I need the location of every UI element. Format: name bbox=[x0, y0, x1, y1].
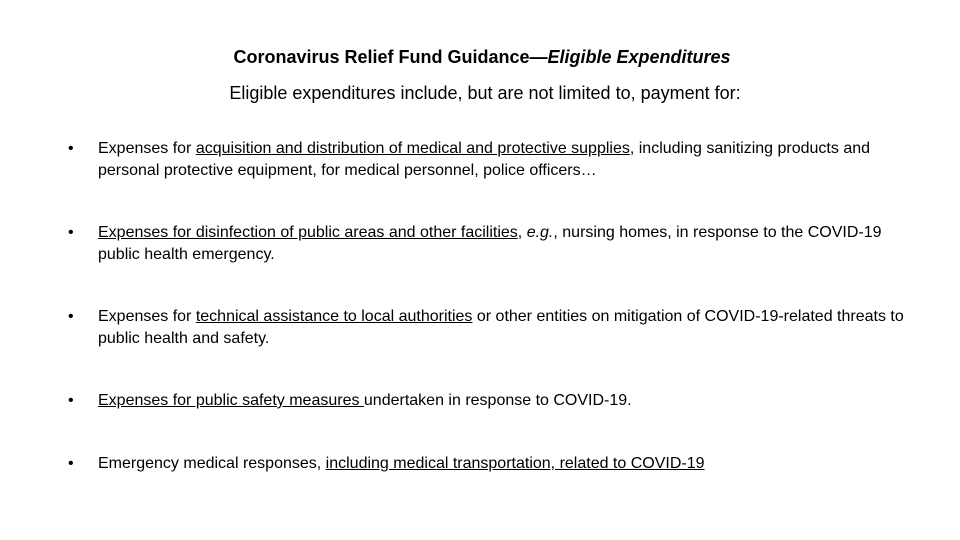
bullet-text-italic: e.g. bbox=[526, 224, 554, 241]
bullet-dot: • bbox=[68, 140, 74, 157]
bullet-item bbox=[68, 453, 918, 475]
title-italic: Eligible Expenditures bbox=[547, 47, 731, 67]
bullet-dot: • bbox=[68, 224, 74, 241]
bullet-text-mid: , bbox=[517, 224, 527, 241]
bullet-text-post: , nursing homes, in response to the COVID-19 public health emergency. bbox=[98, 224, 882, 263]
bullet-item bbox=[68, 222, 918, 266]
slide-subtitle: Eligible expenditures include, but are not limited to, payment for: bbox=[229, 83, 741, 103]
bullet-text-pre: Expenses for bbox=[98, 308, 196, 325]
bullet-text-underlined: technical assistance to local authorities bbox=[195, 308, 473, 325]
title-dash: — bbox=[529, 47, 548, 67]
bullet-text-post: , including sanitizing products and personal protective equipment, for medical personnel, police officers… bbox=[98, 140, 871, 179]
bullet-text-post: or other entities on mitigation of COVID-19-related threats to public health and safety. bbox=[98, 308, 904, 347]
bullet-dot: • bbox=[68, 308, 74, 325]
bullet-item bbox=[68, 138, 918, 182]
bullet-item bbox=[68, 306, 918, 350]
bullet-text-post: undertaken in response to COVID-19. bbox=[363, 392, 632, 409]
title-main: Coronavirus Relief Fund Guidance bbox=[233, 47, 530, 67]
bullet-text-underlined: Expenses for disinfection of public areas and other facilities bbox=[98, 224, 518, 241]
bullet-item bbox=[68, 390, 918, 412]
bullet-text-underlined: including medical transportation, related to COVID-19 bbox=[325, 455, 705, 472]
bullet-text-underlined: acquisition and distribution of medical and protective supplies bbox=[195, 140, 630, 157]
bullet-text-underlined: Expenses for public safety measures bbox=[98, 392, 364, 409]
bullet-text-pre: Expenses for bbox=[98, 140, 196, 157]
bullet-text-pre: Emergency medical responses, bbox=[98, 455, 326, 472]
bullet-dot: • bbox=[68, 455, 74, 472]
bullet-dot: • bbox=[68, 392, 74, 409]
